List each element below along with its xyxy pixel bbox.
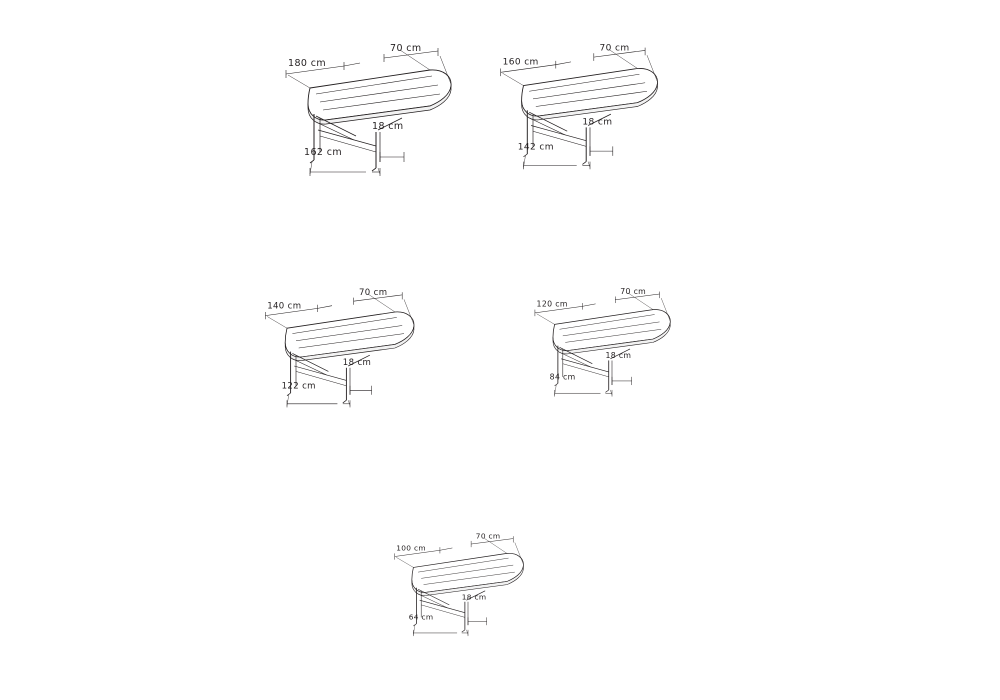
plank-seam xyxy=(421,565,513,578)
inner-dimension-label: 162 cm xyxy=(304,147,343,158)
table-dimension-figure xyxy=(530,285,694,416)
inner-dimension-label: 142 cm xyxy=(517,141,554,153)
ext-line-width-a xyxy=(396,557,413,567)
ext-line-width-a xyxy=(537,314,555,325)
depth-dimension-label: 70 cm xyxy=(620,287,647,297)
plank-seam xyxy=(320,85,438,102)
dim-line-depth-2 xyxy=(653,294,660,295)
width-dimension-label: 140 cm xyxy=(267,301,302,312)
ext-line-depth xyxy=(515,542,524,564)
leg-right-foot xyxy=(605,390,608,392)
leg-right-foot xyxy=(343,400,347,403)
dim-line-width-2 xyxy=(556,62,571,65)
dim-line-width-2 xyxy=(440,548,452,550)
table-dimension-figure xyxy=(280,40,480,200)
leg-right-foot xyxy=(582,162,586,165)
ext-line-depth xyxy=(440,56,451,84)
dim-line-depth-2 xyxy=(507,539,513,540)
plank-seam xyxy=(563,322,660,336)
depth-dimension-label: 70 cm xyxy=(390,43,422,54)
dim-line-width-2 xyxy=(318,306,332,309)
dim-line-width-2 xyxy=(582,304,595,306)
ext-line-inner-b xyxy=(466,630,468,635)
leg-dimension-label: 18 cm xyxy=(605,351,632,361)
inner-dimension-label: 84 cm xyxy=(549,372,576,382)
inner-dimension-label: 122 cm xyxy=(281,381,316,392)
dim-line-depth-2 xyxy=(430,51,438,52)
leg-dimension-label: 18 cm xyxy=(461,593,487,602)
ext-line-inner-b xyxy=(588,162,590,168)
table-dimension-figure xyxy=(260,285,440,429)
table-dimension-figure xyxy=(390,530,546,655)
ext-line-width-a xyxy=(267,317,287,329)
width-dimension-label: 100 cm xyxy=(396,544,426,553)
width-dimension-label: 160 cm xyxy=(502,57,539,68)
leg-right-foot xyxy=(372,168,376,171)
inner-dimension-label: 64 cm xyxy=(408,613,434,623)
leg-right-foot xyxy=(462,630,465,632)
ext-line-width-a xyxy=(503,73,524,85)
dim-line-depth-2 xyxy=(395,295,402,296)
leg-dimension-label: 18 cm xyxy=(342,357,372,368)
depth-dimension-label: 70 cm xyxy=(599,42,630,54)
leg-dimension-label: 18 cm xyxy=(372,121,404,132)
leg-dimension-label: 18 cm xyxy=(582,116,613,128)
depth-dimension-label: 70 cm xyxy=(475,532,501,541)
depth-dimension-label: 70 cm xyxy=(359,287,388,298)
ext-line-depth xyxy=(647,55,657,82)
ext-line-depth xyxy=(661,298,670,321)
plank-seam xyxy=(533,83,645,99)
ext-line-depth xyxy=(404,299,414,324)
ext-line-width-a xyxy=(288,75,310,88)
table-dimension-figure xyxy=(495,40,685,192)
dim-line-width-2 xyxy=(344,63,360,66)
plank-seam xyxy=(296,326,402,341)
width-dimension-label: 120 cm xyxy=(536,299,568,309)
dim-line-depth-2 xyxy=(638,50,646,51)
width-dimension-label: 180 cm xyxy=(288,58,327,69)
